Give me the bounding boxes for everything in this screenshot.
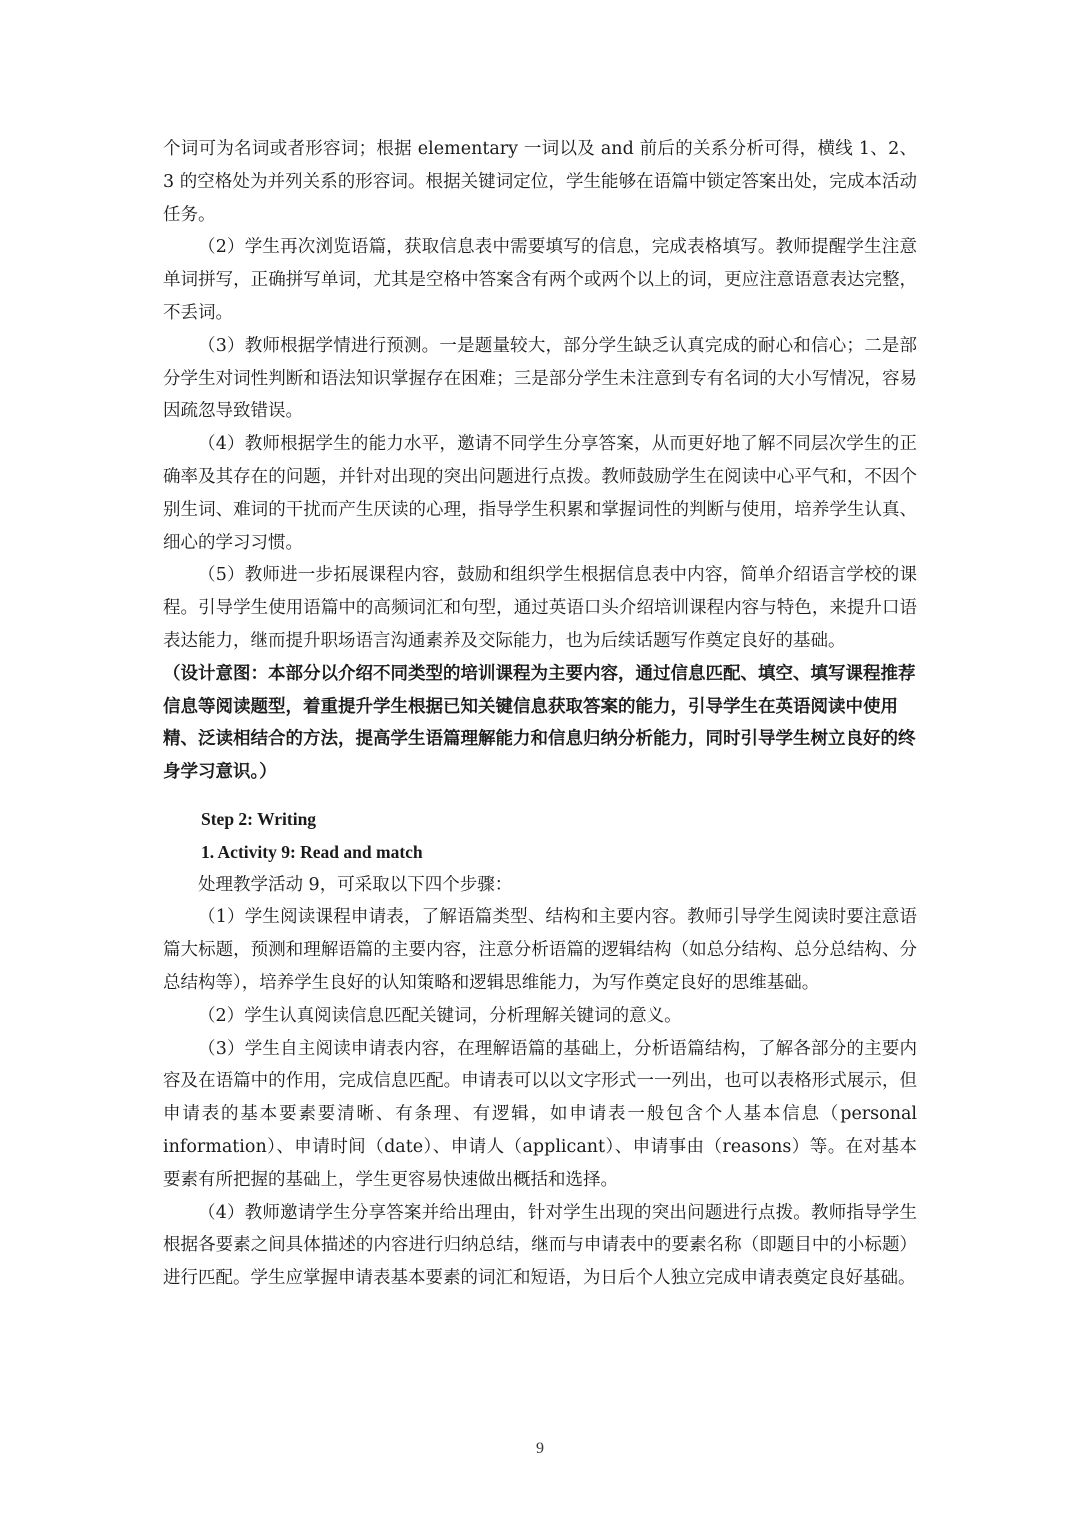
paragraph-activity-step-2: （2）学生认真阅读信息匹配关键词，分析理解关键词的意义。 <box>198 1005 682 1026</box>
document-page <box>163 133 917 1295</box>
paragraph-step-3: （3）教师根据学情进行预测。一是题量较大，部分学生缺乏认真完成的耐心和信心；二是部分学生对词性判断和语法知识掌握存在困难；三是部分学生未注意到专有名词的大小写情况，容易因疏忽导致错误。 <box>163 335 917 422</box>
paragraph-activity-step-3: （3）学生自主阅读申请表内容，在理解语篇的基础上，分析语篇结构，了解各部分的主要内容及在语篇中的作用，完成信息匹配。申请表可以以文字形式一一列出，也可以表格形式展示，但申请表的基本要素要清晰、有条理、有逻辑，如申请表一般包含个人基本信息（personal information）、申请时间（date）、申请人（applicant）、申请事由（reasons）等。在对基本要素有所把握的基础上，学生更容易快速做出概括和选择。 <box>163 1038 917 1190</box>
page-number: 9 <box>536 1440 544 1457</box>
paragraph-step-5: （5）教师进一步拓展课程内容，鼓励和组织学生根据信息表中内容，简单介绍语言学校的课程。引导学生使用语篇中的高频词汇和句型，通过英语口头介绍培训课程内容与特色，来提升口语表达能力，继而提升职场语言沟通素养及交际能力，也为后续话题写作奠定良好的基础。 <box>163 565 917 651</box>
paragraph-intro: 处理教学活动 9，可采取以下四个步骤： <box>198 874 513 895</box>
paragraph-step-2: （2）学生再次浏览语篇，获取信息表中需要填写的信息，完成表格填写。教师提醒学生注意单词拼写，正确拼写单词，尤其是空格中答案含有两个或两个以上的词，更应注意语意表达完整，不丢词。 <box>163 237 917 323</box>
paragraph-activity-step-1: （1）学生阅读课程申请表，了解语篇类型、结构和主要内容。教师引导学生阅读时要注意语篇大标题，预测和理解语篇的主要内容，注意分析语篇的逻辑结构（如总分结构、总分总结构、分总结构等），培养学生良好的认知策略和逻辑思维能力，为写作奠定良好的思维基础。 <box>163 907 917 993</box>
design-intent-note: （设计意图：本部分以介绍不同类型的培训课程为主要内容，通过信息匹配、填空、填写课程推荐信息等阅读题型，着重提升学生根据已知关键信息获取答案的能力，引导学生在英语阅读中使用精、泛读相结合的方法，提高学生语篇理解能力和信息归纳分析能力，同时引导学生树立良好的终身学习意识。） <box>163 663 916 783</box>
step-heading: Step 2: Writing <box>201 808 317 829</box>
paragraph-activity-step-4: （4）教师邀请学生分享答案并给出理由，针对学生出现的突出问题进行点拨。教师指导学生根据各要素之间具体描述的内容进行归纳总结，继而与申请表中的要素名称（即题目中的小标题）进行匹配。学生应掌握申请表基本要素的词汇和短语，为日后个人独立完成申请表奠定良好基础。 <box>163 1202 917 1289</box>
spacer <box>163 789 917 803</box>
activity-heading: 1. Activity 9: Read and match <box>201 841 423 862</box>
paragraph-continued: 个词可为名词或者形容词；根据 elementary 一词以及 and 前后的关系分析可得，横线 1、2、3 的空格处为并列关系的形容词。根据关键词定位，学生能够在语篇中锁定答案出处，完成本活动任务。 <box>163 139 917 225</box>
paragraph-step-4: （4）教师根据学生的能力水平，邀请不同学生分享答案，从而更好地了解不同层次学生的正确率及其存在的问题，并针对出现的突出问题进行点拨。教师鼓励学生在阅读中心平气和，不因个别生词、难词的干扰而产生厌读的心理，指导学生积累和掌握词性的判断与使用，培养学生认真、细心的学习习惯。 <box>163 434 917 553</box>
